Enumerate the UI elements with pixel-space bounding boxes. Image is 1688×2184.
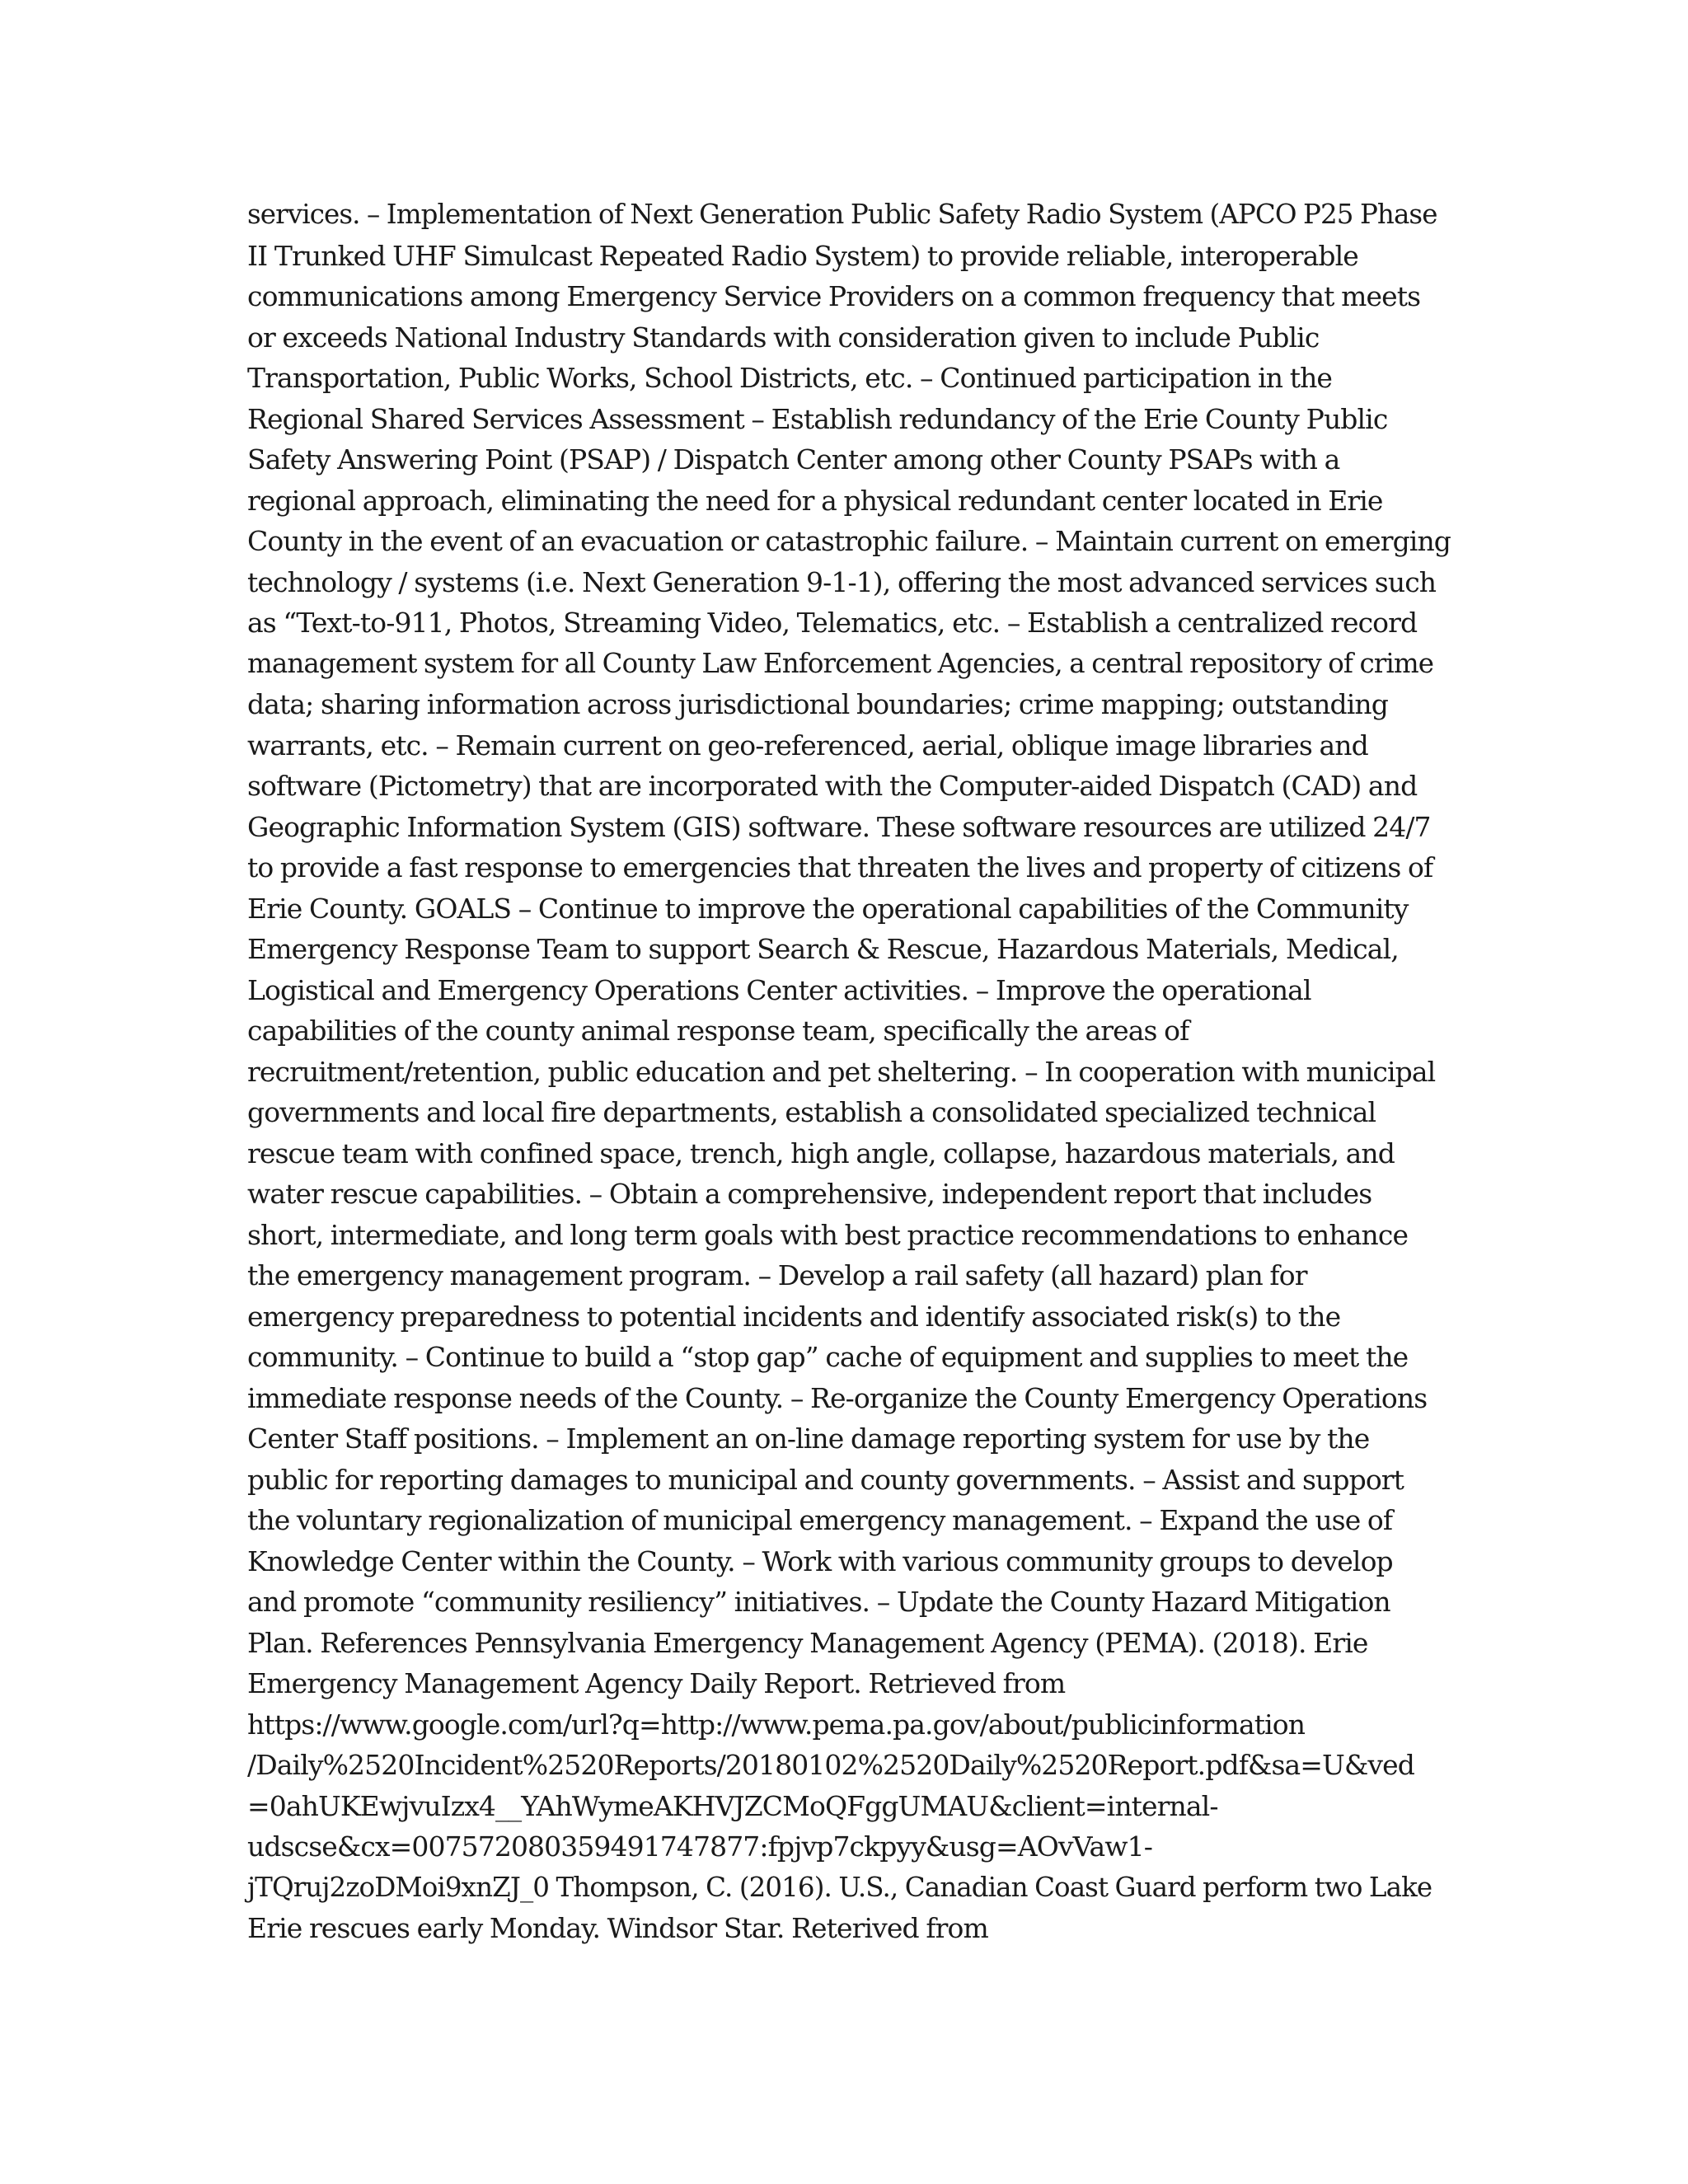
text-line: =0ahUKEwjvuIzx4__YAhWymeAKHVJZCMoQFggUMAU&client=internal- <box>247 1789 1218 1822</box>
text-line: short, intermediate, and long term goals with best practice recommendations to enhance <box>247 1218 1409 1251</box>
text-line: Erie rescues early Monday. Windsor Star. Reterived from <box>247 1912 988 1944</box>
text-line: immediate response needs of the County. – Re-organize the County Emergency Operations <box>247 1381 1428 1414</box>
text-line: jTQruj2zoDMoi9xnZJ_0 Thompson, C. (2016). U.S., Canadian Coast Guard perform two Lake <box>247 1871 1432 1903</box>
text-line: Safety Answering Point (PSAP) / Dispatch Center among other County PSAPs with a <box>247 443 1340 476</box>
text-line: public for reporting damages to municipal and county governments. – Assist and support <box>247 1463 1404 1496</box>
text-line: Plan. References Pennsylvania Emergency Management Agency (PEMA). (2018). Erie <box>247 1626 1368 1659</box>
text-line: Knowledge Center within the County. – Work with various community groups to develop <box>247 1544 1393 1577</box>
text-line: and promote “community resiliency” initiatives. – Update the County Hazard Mitigation <box>247 1586 1390 1618</box>
text-line: Erie County. GOALS – Continue to improve the operational capabilities of the Community <box>247 892 1409 925</box>
text-line: Center Staff positions. – Implement an on-line damage reporting system for use by the <box>247 1422 1370 1455</box>
text-line: or exceeds National Industry Standards with consideration given to include Public <box>247 321 1320 354</box>
text-line: udscse&cx=007572080359491747877:fpjvp7ckpyy&usg=AOvVaw1- <box>247 1830 1152 1863</box>
text-line: /Daily%2520Incident%2520Reports/20180102%2520Daily%2520Report.pdf&sa=U&ved <box>247 1749 1415 1781</box>
text-line: emergency preparedness to potential incidents and identify associated risk(s) to the <box>247 1300 1341 1333</box>
body-text <box>247 194 1451 1949</box>
text-line: technology / systems (i.e. Next Generation 9-1-1), offering the most advanced services such <box>247 565 1437 598</box>
text-line: Logistical and Emergency Operations Center activities. – Improve the operational <box>247 973 1311 1006</box>
text-line: Regional Shared Services Assessment – Establish redundancy of the Erie County Public <box>247 402 1388 435</box>
text-line: Transportation, Public Works, School Districts, etc. – Continued participation in the <box>247 362 1333 394</box>
text-line: communications among Emergency Service Providers on a common frequency that meets <box>247 280 1421 312</box>
text-line: software (Pictometry) that are incorporated with the Computer-aided Dispatch (CAD) and <box>247 770 1418 802</box>
text-line: the voluntary regionalization of municipal emergency management. – Expand the use of <box>247 1504 1393 1536</box>
text-line: data; sharing information across jurisdictional boundaries; crime mapping; outstanding <box>247 688 1388 720</box>
text-line: Emergency Response Team to support Search & Rescue, Hazardous Materials, Medical, <box>247 933 1399 965</box>
text-line: Emergency Management Agency Daily Report. Retrieved from <box>247 1667 1066 1699</box>
text-line: Geographic Information System (GIS) software. These software resources are utilized 24/7 <box>247 810 1431 843</box>
text-line: management system for all County Law Enforcement Agencies, a central repository of crime <box>247 647 1434 679</box>
text-line: services. – Implementation of Next Generation Public Safety Radio System (APCO P25 Phase <box>247 199 1437 230</box>
text-line: recruitment/retention, public education and pet sheltering. – In cooperation with municipal <box>247 1055 1436 1088</box>
text-line: County in the event of an evacuation or catastrophic failure. – Maintain current on emerging <box>247 525 1451 557</box>
text-line: warrants, etc. – Remain current on geo-referenced, aerial, oblique image libraries and <box>247 729 1368 762</box>
text-line: capabilities of the county animal response team, specifically the areas of <box>247 1015 1189 1047</box>
text-line: https://www.google.com/url?q=http://www.pema.pa.gov/about/publicinformation <box>247 1708 1306 1741</box>
text-line: the emergency management program. – Develop a rail safety (all hazard) plan for <box>247 1259 1307 1291</box>
text-line: community. – Continue to build a “stop gap” cache of equipment and supplies to meet the <box>247 1341 1409 1373</box>
text-line: water rescue capabilities. – Obtain a comprehensive, independent report that includes <box>247 1178 1372 1210</box>
text-line: governments and local fire departments, establish a consolidated specialized technical <box>247 1096 1376 1128</box>
text-line: to provide a fast response to emergencies that threaten the lives and property of citizens of <box>247 851 1433 883</box>
text-line: rescue team with confined space, trench, high angle, collapse, hazardous materials, and <box>247 1137 1395 1169</box>
text-line: II Trunked UHF Simulcast Repeated Radio System) to provide reliable, interoperable <box>247 239 1358 272</box>
text-line: regional approach, eliminating the need for a physical redundant center located in Erie <box>247 484 1383 517</box>
text-line: as “Text-to-911, Photos, Streaming Video, Telematics, etc. – Establish a centralized record <box>247 607 1418 639</box>
